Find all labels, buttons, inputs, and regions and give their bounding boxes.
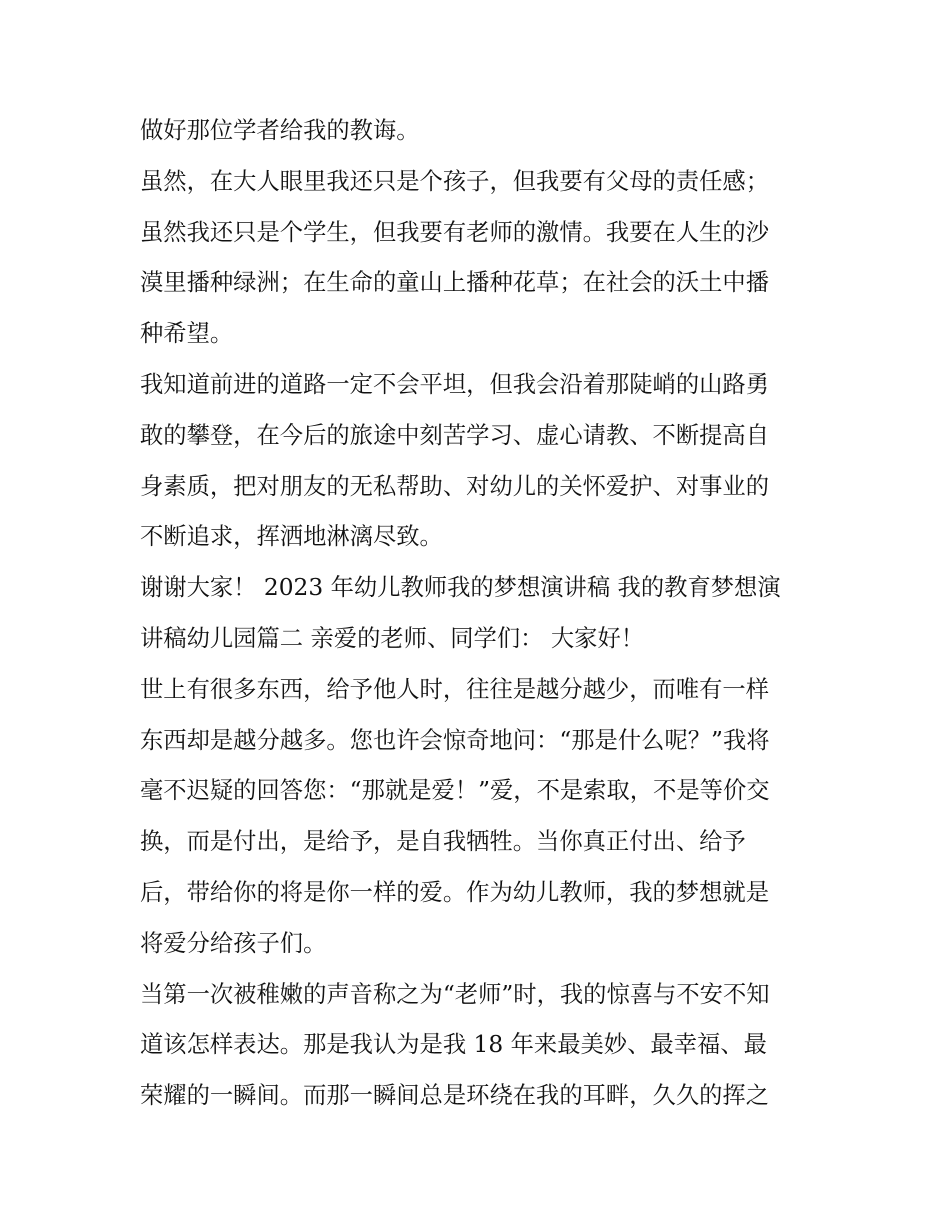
text-line: 身素质，把对朋友的无私帮助、对幼儿的关怀爱护、对事业的 xyxy=(140,472,770,500)
text-line: 敢的攀登，在今后的旅途中刻苦学习、虚心请教、不断提高自 xyxy=(140,421,770,449)
text-line: 东西却是越分越多。您也许会惊奇地问：“那是什么呢？”我将 xyxy=(140,726,770,754)
text-line: 换，而是付出，是给予，是自我牺牲。当你真正付出、给予 xyxy=(140,828,746,856)
text-line: 将爱分给孩子们。 xyxy=(140,929,327,957)
text-line: 漠里播种绿洲；在生命的童山上播种花草；在社会的沃土中播 xyxy=(140,269,770,297)
text-line: 后，带给你的将是你一样的爱。作为幼儿教师，我的梦想就是 xyxy=(140,878,770,906)
text-line: 荣耀的一瞬间。而那一瞬间总是环绕在我的耳畔，久久的挥之 xyxy=(140,1082,770,1110)
text-line: 我知道前进的道路一定不会平坦，但我会沿着那陡峭的山路勇 xyxy=(140,370,770,398)
text-line: 世上有很多东西，给予他人时，往往是越分越少，而唯有一样 xyxy=(140,675,770,703)
text-line: 讲稿幼儿园篇二 亲爱的老师、同学们： 大家好！ xyxy=(140,624,645,652)
text-line: 虽然我还只是个学生，但我要有老师的激情。我要在人生的沙 xyxy=(140,218,770,246)
text-line: 种希望。 xyxy=(140,320,234,348)
text-line: 谢谢大家！ 2023 年幼儿教师我的梦想演讲稿 我的教育梦想演 xyxy=(140,574,781,602)
document-body xyxy=(140,106,815,1122)
text-line: 当第一次被稚嫩的声音称之为“老师”时，我的惊喜与不安不知 xyxy=(140,980,770,1008)
text-line: 不断追求，挥洒地淋漓尽致。 xyxy=(140,523,443,551)
text-line: 虽然，在大人眼里我还只是个孩子，但我要有父母的责任感； xyxy=(140,167,770,195)
text-line: 做好那位学者给我的教诲。 xyxy=(140,117,420,144)
text-line: 道该怎样表达。那是我认为是我 18 年来最美妙、最幸福、最 xyxy=(140,1031,767,1059)
text-line: 毫不迟疑的回答您：“那就是爱！”爱，不是索取，不是等价交 xyxy=(140,777,770,805)
